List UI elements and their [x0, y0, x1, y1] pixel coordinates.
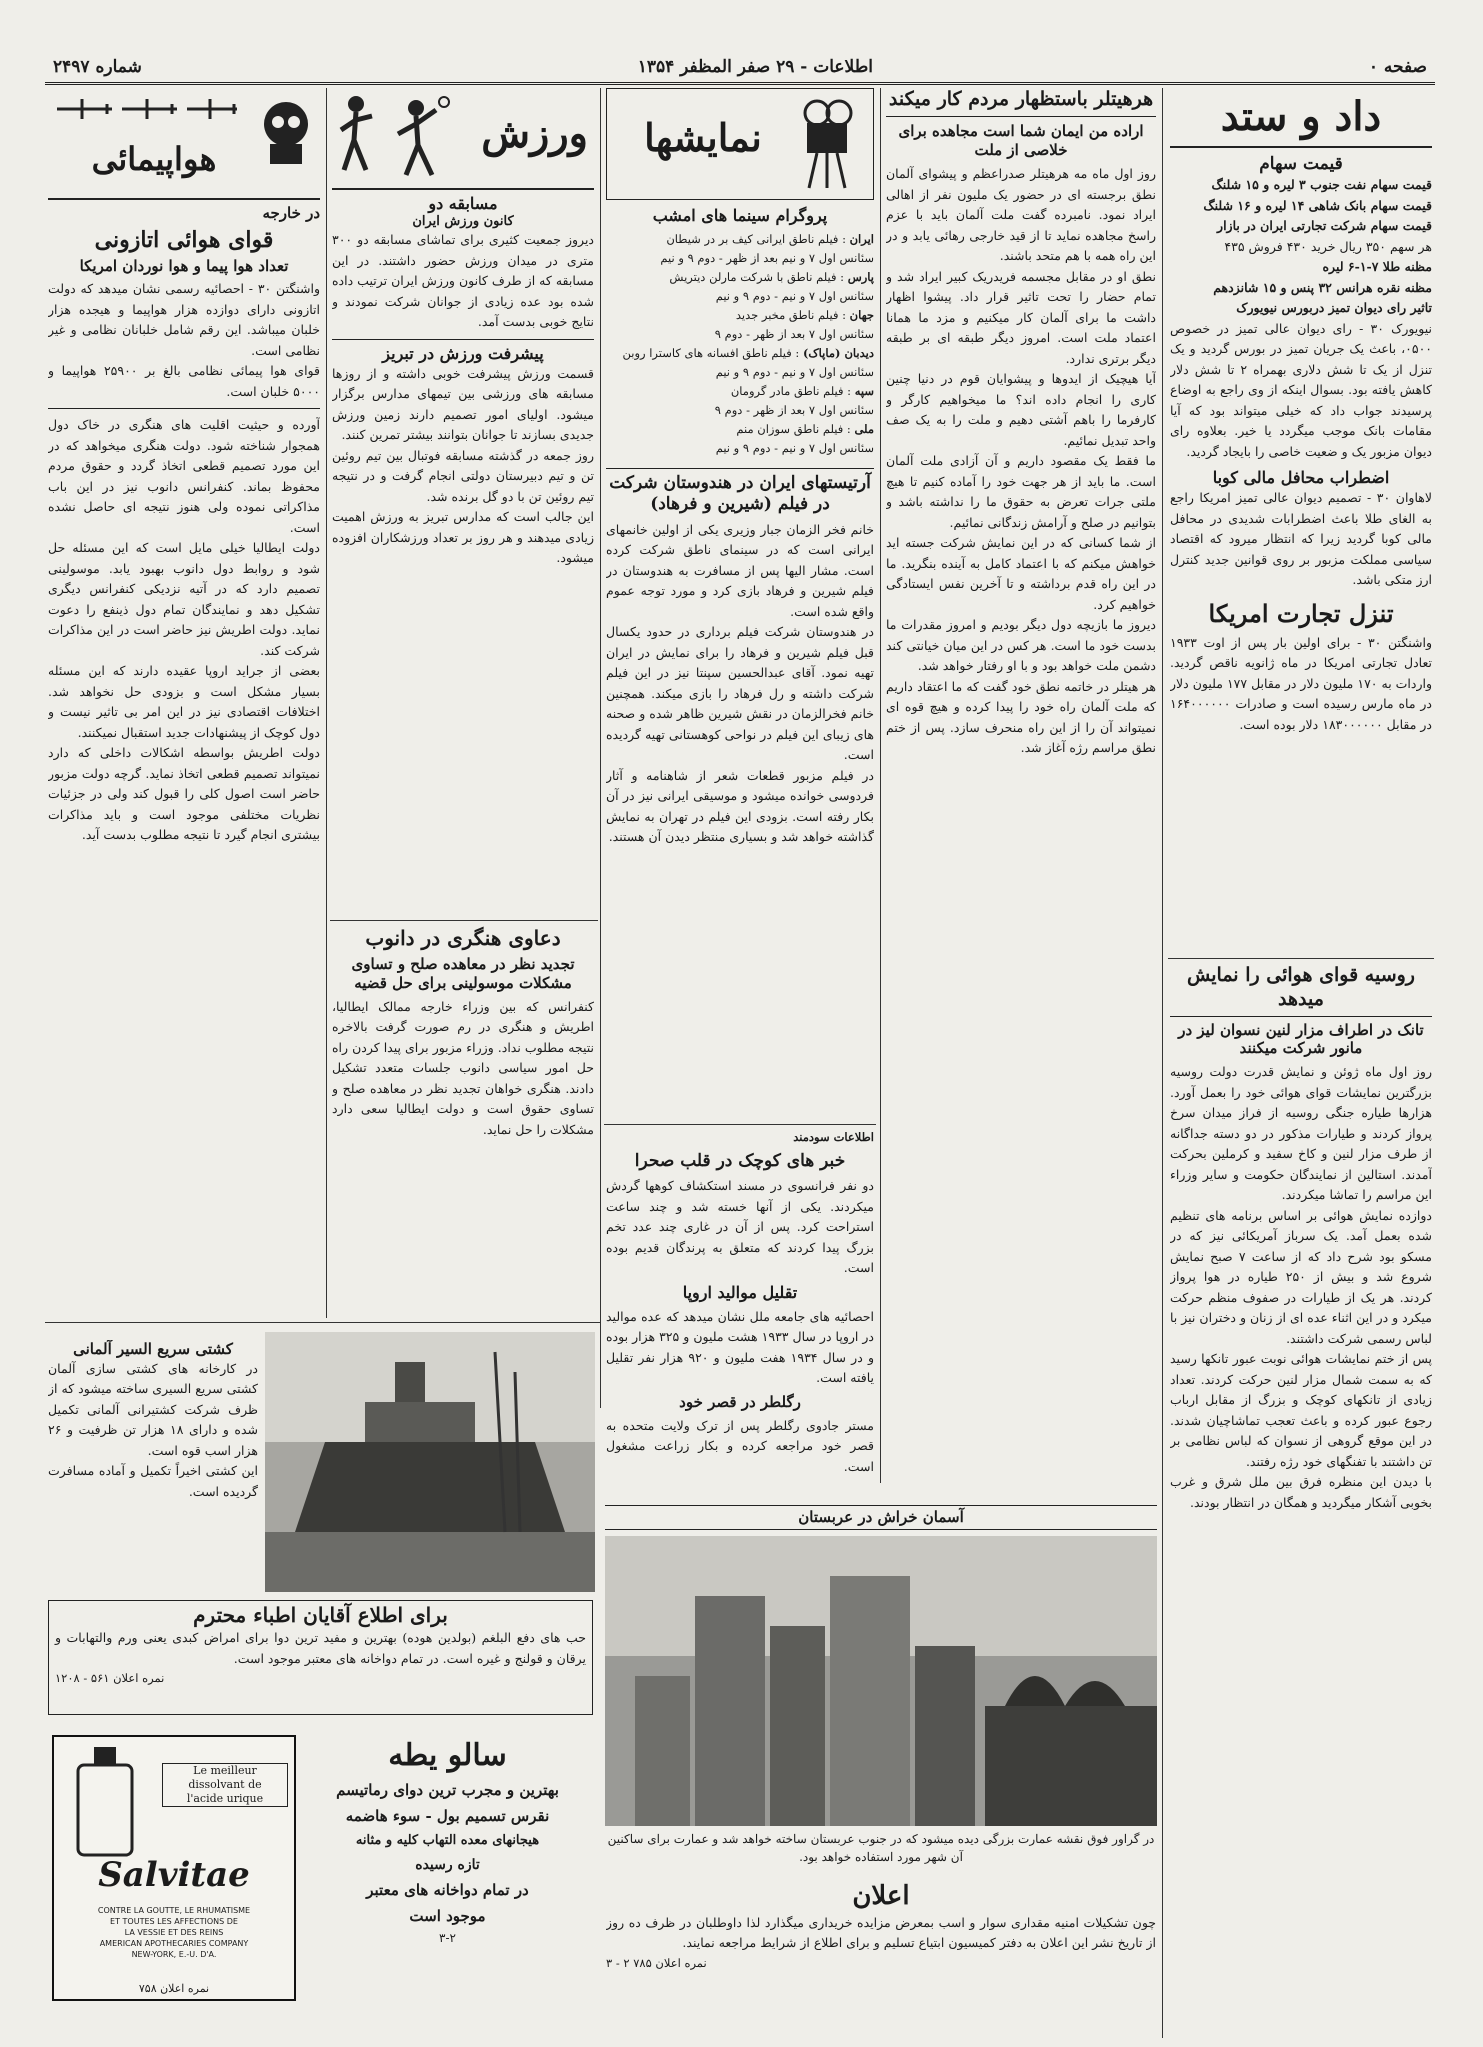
section-rule: [330, 920, 598, 921]
footer-line: LA VESSIE ET DES REINS: [124, 1928, 224, 1937]
russia-subtitle: تانک در اطراف مزار لنین نسوان لیز در مانور شرکت میکنند: [1178, 1020, 1424, 1058]
cinema-times: سئانس اول ۷ و نیم - دوم ۹ و نیم: [715, 289, 874, 303]
cinema-name: پارس: [847, 270, 874, 284]
ship-title: کشتی سریع السیر آلمانی: [73, 1340, 233, 1358]
cinema-column: [606, 88, 874, 1118]
us-trade-body: واشنگتن ۳۰ - برای اولین بار پس از اوت ۱۹۳۳ تعادل تجارتی امریکا در ماه ژانویه ناقص گردید. واردات به ۱۷۰ ملیون دلار در مقابل ۱۷۷ ملیون دلار در ماه مارس رسیده است و صادرات ۱۶۴۰۰۰۰۰۰ در مقابل ۱۸۳۰۰۰۰۰۰ دلار بوده است.: [1170, 634, 1432, 732]
athletes-icon: [336, 90, 456, 185]
nyse-heading: تاثیر رای دیوان تمیز دربورس نیویورک: [1236, 300, 1432, 316]
salvitae-fa-line: بهترین و مجرب ترین دوای رماتیسم: [336, 1781, 559, 1799]
silver-price: مظنه نقره هرانس ۳۲ پنس و ۱۵ شانزدهم: [1213, 279, 1432, 295]
trade-line: هر سهم ۳۵۰ ریال خرید ۴۳۰ فروش ۴۳۵: [1224, 238, 1432, 254]
tabriz-body: روز جمعه در گذشته مسابقه فوتبال بین تیم روئین تن و تیم دبیرستان دولتی انجام گرفت و در نتیجه تیم روئین تن با دو گل برنده شد.: [332, 447, 594, 504]
hitler-body: هر هیتلر در خاتمه نطق خود گفت که ما اعتقاد داریم که ملت آلمان راه خود را پیدا کرده و هیچ قوه ای نمیتواند آن را از این راه منحرف سازد. پس از ختم نطق مراسم رژه آغاز شد.: [886, 678, 1156, 756]
hitler-body: دیروز ما بازیچه دول دیگر بودیم و امروز مقدرات ما بدست خود ما است. هر کس در این میان خیانتی کند دشمن ملت خواهد بود و با او رفتار خواهد شد.: [886, 617, 1156, 674]
hitler-body: نطق او در مقابل مجسمه فریدریک کبیر ایراد شد و تمام حضار را تحت تاثیر قرار داد. پیشوا اظهار داشت ما برای آلمان کار میکنیم و مزد ما همانا اعتماد ملت است. امروز دیگر طبقه ای بر طبقه دیگر برتری ندارد.: [886, 268, 1156, 366]
cinema-article-body: در هندوستان شرکت فیلم برداری در حدود یکسال قبل فیلم شیرین و فرهاد را برای نمایش در ایران تهیه نمود. آقای عبدالحسین سپنتا نیز در این فیلم شرکت داشته و رل فرهاد را بازی میکند. همچنین خانم فخرالزمان در نقش شیرین ظاهر شده و صحنه های زیبای این فیلم در نواحی کوهستانی تهیه گردیده است.: [606, 624, 874, 762]
tabriz-body: این جالب است که مدارس تبریز به ورزش اهمیت زیادی میدهند و هر روز بر تعداد ورزشکاران افزوده میشود.: [332, 509, 594, 566]
salvitae-fa-number: ۳-۲: [439, 1931, 456, 1945]
trade-masthead: داد و ستد: [1170, 88, 1432, 148]
tagline-line: Le meilleur: [193, 1764, 257, 1777]
hitler-article: [886, 88, 1156, 1483]
hungary-continued: دولت اطریش بواسطه اشکالات داخلی که دارد نمیتواند تصمیم قطعی اتخاذ نماید. گرچه دولت مزبور حاضر است اصول کلی را قبول کند ولی در جزئیات نظریات مختلفی موجود است و باید مذاکرات بیشتری انجام گیرد تا نتیجه مطلوب بدست آید.: [48, 745, 320, 842]
salvitae-number: نمره اعلان ۷۵۸: [138, 1982, 210, 1995]
us-air-subtitle: تعداد هوا پیما و هوا نوردان امریکا: [79, 257, 289, 276]
russia-body: با دیدن این منظره فرق بین ملل شرق و غرب بخوبی آشکار میگردید و همگان در انتظار بودند.: [1170, 1474, 1432, 1510]
column-rule: [600, 88, 601, 1408]
cinema-banner: [606, 88, 874, 200]
salvitae-footer: [54, 1905, 294, 1960]
race-subheading: کانون ورزش ایران: [412, 214, 514, 229]
notice-body: چون تشکیلات امنیه مقداری سوار و اسب بمعرض مزایده خریداری میگذارد لذا داوطلبان در ظرف ده روز از تاریخ نشر این اعلان به دفتر کمیسیون ابتیاع تسلیم و برای اطلاع از شرایط مراجعه نمایند.: [606, 1914, 1156, 1950]
sport-masthead: ورزش: [481, 110, 588, 157]
salvitae-fa-line: موجود است: [409, 1907, 486, 1925]
cinema-article-body: خانم فخر الزمان جبار وزیری یکی از اولین خانمهای ایرانی است که در سینمای ناطق شرکت کرده است. مشار الیها پس از مسافرت به هندوستان در فیلم شیرین و فرهاد بازی کرد و مورد توجه عموم واقع شده است.: [606, 521, 874, 619]
column-rule: [326, 88, 327, 1318]
page-header: [45, 52, 1435, 85]
russia-body: روز اول ماه ژوئن و نمایش قدرت دولت روسیه بزرگترین نمایشات قوای هوائی خود را بعمل آورد. هزارها طیاره جنگی روسیه از فراز میدان سرخ پرواز کردند و طیارات مذکور در دو دسته جداگانه از طرف مزار لنین و کاخ سفید و کرملین بحرکت آمدند. استالین از نمایندگان حکومت و سایر وزراء این مراسم را تماشا میکردند.: [1170, 1064, 1432, 1202]
abroad-label: در خارجه: [262, 204, 320, 222]
skyscraper-caption: در گراور فوق نقشه عمارت بزرگی دیده میشود که در جنوب عربستان ساخته خواهد شد و عمارت برای ساکنین آن شهر مورد استفاده خواهد بود.: [607, 1831, 1155, 1864]
skyscraper-photo: [605, 1536, 1157, 1826]
us-air-line: قوای هوا پیمائی نظامی بالغ بر ۲۵۹۰۰ هواپیما و ۵۰۰۰ خلبان است.: [48, 363, 320, 399]
us-air-title: قوای هوائی اتازونی: [94, 226, 274, 253]
cuba-heading: اضطراب محافل مالی کوبا: [1212, 468, 1390, 488]
nyse-body: نیویورک ۳۰ - رای دیوان عالی تمیز در خصوص ۰۵۰۰، باعث یک جریان تمیز در بورس گردید و یک تنزل از یک تا شش دلاری بهمراه ۲ تا شش دلار کاهش یافته بود. بسوال اینکه از وی راجع به اوضاع پرسیدند جواب داد که خیلی میتواند بود که آیا مقامات بانک موجب میگردد یا خیر. بعلاوه رای دیوان مزبور یک و ضعیت خاصی را بایجاد گردید.: [1170, 320, 1432, 459]
skyscraper-feature: [605, 1505, 1157, 1870]
hungary-continued: آورده و حیثیت اقلیت های هنگری در خاک دول همجوار شناخته شود. دولت هنگری میخواهد که در این مورد تصمیم قطعی اتخاذ گردد و حقوق مردم محفوظ بماند. کنفرانس دانوب نیز در این باب مذاکراتی نموده ولی هنوز نتیجه ای حاصل نشده است.: [48, 417, 320, 535]
hitler-body: از شما کسانی که در این نمایش شرکت جسته اید خواهش میکنم که با اعتماد کامل به آینده بنگرید. ما در این راه قدم برداشته و تا آخرین نفس ایستادگی خواهیم کرد.: [886, 535, 1156, 612]
doctors-title: برای اطلاع آقایان اطباء محترم: [193, 1603, 448, 1627]
hitler-body: آیا هیچیک از ایدوها و پیشوایان قوم در دنیا چنین کاری را انجام داده اند؟ ما میخواهیم کارگر و کارفرما را باهم آشتی دهیم و ملت را به یک صف واحد تبدیل نمائیم.: [886, 371, 1156, 448]
section-rule: [48, 408, 320, 409]
sport-banner: [332, 88, 594, 190]
maker-line: AMERICAN APOTHECARIES COMPANY: [99, 1939, 249, 1948]
cuba-body: لاهاوان ۳۰ - تصمیم دیوان عالی تمیز امریکا راجع به الغای طلا باعث اضطرابات شدیدی در محافل مالی کوبا گردید زیرا که انتظار میرود که اقتصاد سیاسی مملکت مزبور بر روی قوانین جدید کنترل ارز متکی باشد.: [1170, 490, 1432, 588]
column-rule: [880, 88, 881, 1483]
salvitae-fa-title: سالو یطه: [388, 1738, 507, 1773]
russia-title: روسیه قوای هوائی را نمایش میدهد: [1170, 964, 1432, 1017]
salvitae-fa-line: تازه رسیده: [415, 1857, 480, 1873]
section-rule: [604, 1124, 876, 1125]
doctors-ad: [48, 1600, 593, 1715]
sahara-title: خبر های کوچک در قلب صحرا: [634, 1151, 846, 1171]
column-rule: [1162, 88, 1163, 2038]
cinema-article-body: در فیلم مزبور قطعات شعر از شاهنامه و آثار فردوسی خوانده میشود و موسیقی ایرانی نیز در آن بکار رفته است. بزودی این فیلم در تهران به نمایش گذاشته خواهد شد و بسیاری منتظر دیدن آن هستند.: [606, 767, 874, 844]
salvitae-ad: [52, 1735, 296, 2001]
salvitae-brand: Salvitae: [98, 1855, 250, 1895]
cinema-film: فیلم ناطق ایرانی کیف بر در شیطان: [666, 232, 839, 246]
russia-body: دوازده نمایش هوائی بر اساس برنامه های تنظیم شده بعمل آمد. یک سرباز آمریکائی نیز که در مسکو بود شرح داد که از ساعت ۷ صبح نمایش شروع شد و بیش از ۲۵۰ طیاره در هوا پرواز کردند. هر یک از طیارات در صفوف منظم حرکت میکرد و در این اثناء عده ای از زنان و دختران نیز با لباس رسمی شرکت داشتند.: [1170, 1207, 1432, 1346]
cinema-film: فیلم ناطق مخبر جدید: [735, 308, 839, 322]
hitler-subtitle: اراده من ایمان شما است مجاهده برای خلاصی از ملت: [898, 121, 1144, 159]
hitler-title: هرهیتلر باستظهار مردم کار میکند: [886, 88, 1156, 117]
cinema-listing: ایران : فیلم ناطق ایرانی کیف بر در شیطان سئانس اول ۷ و نیم بعد از ظهر - دوم ۹ و نیم پارس : فیلم ناطق با شرکت مارلن دیتریش سئانس اول ۷ و نیم - دوم ۹ و نیم جهان : فیلم ناطق مخبر جدید سئانس اول ۷ بعد از ظهر - دوم ۹ دیدبان (ماپاک) : فیلم ناطق افسانه های کاسترا روبن سئانس اول ۷ و نیم - دوم ۹ و نیم سپه : فیلم ناطق مادر گرومان سئانس اول ۷ بعد از ظهر - دوم ۹ ملی : فیلم ناطق سوزان منم سئانس اول ۷ و نیم - دوم ۹ و نیم: [606, 230, 874, 458]
hitler-body: روز اول ماه مه هرهیتلر صدراعظم و پیشوای آلمان نطق برجسته ای در حضور یک ملیون نفر از اهالی ایراد نمود. نامبرده گفت ملت آلمان باید با عزم راسخ مجاهده نماید تا از قید خارجی رهائی یابد و در این راه همه با هم متحد باشند.: [886, 166, 1156, 264]
salvitae-fa-line: نقرس تسمیم بول - سوء هاضمه: [345, 1807, 550, 1825]
salvitae-tagline: [162, 1763, 288, 1807]
hungary-subtitle: تجدید نظر در معاهده صلح و تساوی مشکلات موسولینی برای حل قضیه: [351, 955, 575, 992]
trade-line: قیمت سهام نفت جنوب ۳ لیره و ۱۵ شلنگ: [1211, 177, 1432, 193]
hungary-continued: دولت ایطالیا خیلی مایل است که این مسئله حل شود و روابط دول دانوب بهبود یابد. موسولینی تصمیم دارد که در آتیه نزدیکی کنفرانس دیگری تشکیل دهد و نمایندگان تمام دول ذینفع را دعوت نماید. دولت اطریش نیز حاضر است در این مذاکرات شرکت کند.: [48, 540, 320, 658]
cinema-times: سئانس اول ۷ و نیم - دوم ۹ و نیم: [715, 441, 874, 455]
cinema-name: سپه: [854, 384, 874, 398]
tagline-line: l'acide urique: [186, 1792, 264, 1805]
aviation-banner: [48, 88, 320, 200]
film-projector-icon: [797, 93, 869, 193]
aviation-masthead: هواپیمائی: [91, 140, 217, 178]
cinema-times: سئانس اول ۷ بعد از ظهر - دوم ۹: [714, 327, 874, 341]
cinema-times: سئانس اول ۷ بعد از ظهر - دوم ۹: [714, 403, 874, 417]
notice-ad: [606, 1880, 1156, 1990]
cinema-name: جهان: [849, 308, 874, 322]
salvitae-fa-ad: [300, 1735, 595, 1997]
race-heading: مسابقه دو: [428, 194, 498, 213]
trade-line: مظنه طلا ۷-۱-۶ لیره: [1322, 259, 1432, 275]
useful-info-label: اطلاعات سودمند: [793, 1130, 874, 1144]
doctors-body: حب های دفع البلغم (بولدین هوده) بهترین و مفید ترین دوا برای امراض کبدی یعنی ورم والتهابات و یرقان و قولنج و غیره است. در تمام دواخانه های معتبر موجود است.: [55, 1630, 586, 1666]
footer-line: ET TOUTES LES AFFECTIONS DE: [110, 1917, 238, 1926]
city-line: NEW-YORK, E.-U. D'A.: [131, 1950, 217, 1959]
notice-title: اعلان: [852, 1881, 910, 1911]
hitler-body: ما فقط یک مقصود داریم و آن آزادی ملت آلمان است. ما باید از هر جهت خود را آماده کنیم تا هیچ ملتی جرات تعرض به حقوق ما را نداشته باشد و بتوانیم در صلح و آرامش زندگانی نمائیم.: [886, 453, 1156, 530]
ship-body: در کارخانه های کشتی سازی آلمان کشتی سریع السیری ساخته میشود که از ظرف شرکت کشتیرانی آلمانی تکمیل شده و دارای ۱۸ هزار تن ظرفیت و ۲۶ هزار اسب قوه است.: [48, 1360, 258, 1458]
trade-column: [1170, 88, 1432, 948]
cinema-film: فیلم ناطق مادر گرومان: [730, 384, 844, 398]
russia-article: [1170, 964, 1432, 1994]
aviation-column: [48, 88, 320, 1318]
pilot-icon: [256, 96, 316, 166]
footer-line: CONTRE LA GOUTTE, LE RHUMATISME: [97, 1906, 251, 1915]
trade-line: قیمت سهام بانک شاهی ۱۴ لیره و ۱۶ شلنگ: [1203, 197, 1432, 213]
page-number: صفحه ۰: [1368, 57, 1427, 77]
cinema-film: فیلم ناطق با شرکت مارلن دیتریش: [669, 270, 837, 284]
cinema-times: سئانس اول ۷ و نیم - دوم ۹ و نیم: [715, 365, 874, 379]
cinema-masthead: نمایشها: [644, 115, 762, 160]
cinema-times: سئانس اول ۷ و نیم بعد از ظهر - دوم ۹ و نیم: [660, 251, 874, 265]
stock-prices-heading: قیمت سهام: [1259, 154, 1343, 174]
ship-photo: [265, 1332, 595, 1592]
hungary-title: دعاوی هنگری در دانوب: [365, 926, 561, 950]
births-title: تقلیل موالید اروپا: [682, 1282, 798, 1302]
hungary-continued: بعضی از جراید اروپا عقیده دارند که این مسئله بسیار مشکل است و بزودی حل نخواهد شد. اختلافات اقتصادی نیز در این امر بی تاثیر نیست و دول کوچک از پیشنهادات جدید استقبال نمیکنند.: [48, 663, 320, 740]
cinema-film: فیلم ناطق سوزان منم: [736, 422, 844, 436]
salvitae-fa-line: در تمام دواخانه های معتبر: [366, 1881, 529, 1899]
section-rule: [1168, 958, 1434, 959]
hungary-article: [332, 926, 594, 1321]
skyscraper-label: آسمان خراش در عربستان: [605, 1505, 1157, 1530]
cinema-article-title: آرتیستهای ایران در هندوستان شرکت در فیلم (شیرین و فرهاد): [606, 468, 874, 516]
sahara-body: دو نفر فرانسوی در مسند استکشاف کوهها گردش میکردند. یکی از آنها خسته شد و چند ساعت استراحت کرد. پس از آن در غاری چند عدد تخم بزرگ پیدا کردند که متعلق به پرندگان قدیم بوده است.: [606, 1178, 874, 1276]
cinema-name: دیدبان (ماپاک): [802, 346, 874, 360]
births-body: احصائیه های جامعه ملل نشان میدهد که عده موالید در اروپا در سال ۱۹۳۳ هشت ملیون و ۳۲۵ هزار بوده و در سال ۱۹۳۴ هفت ملیون و ۹۲۰ هزار نفر تقلیل یافته است.: [606, 1308, 874, 1386]
program-title: پروگرام سینما های امشب: [652, 206, 828, 225]
doctors-number: نمره اعلان ۵۶۱ - ۱۲۰۸: [55, 1671, 165, 1685]
trade-line: قیمت سهام شرکت تجارتی ایران در بازار: [1217, 218, 1432, 234]
tabriz-heading: پیشرفت ورزش در تبریز: [332, 339, 594, 364]
ship-body: این کشتی اخیراً تکمیل و آماده مسافرت گردیده است.: [48, 1463, 258, 1499]
ship-article: [48, 1340, 258, 1590]
airplanes-icon: [52, 94, 242, 124]
tabriz-body: قسمت ورزش پیشرفت خوبی داشته و از روزها مسابقه های ورزشی بین تیمهای مدارس برگزار میشود. اولیای امور تصمیم دارند زمین ورزش جدیدی بسازند تا جوانان بتوانند بیشتر تمرین کنند.: [332, 365, 594, 443]
ship-photo-wrap: [265, 1332, 595, 1592]
salvitae-fa-line: هیجانهای معده التهاب کلیه و مثانه: [355, 1833, 540, 1848]
tagline-line: dissolvant de: [188, 1778, 262, 1791]
hungary-body: کنفرانس که بین وزراء خارجه ممالک ایطالیا، اطریش و هنگری در رم صورت گرفت بالاخره نتیجه مطلوب نداد. وزراء مزبور برای پیدا کردن راه حل امور سیاسی دانوب جلسات متعدد تشکیل دادند. هنگری خواهان تجدید نظر در معاهده صلح و تساوی حقوق است و دولت ایطالیا سعی دارد مشکلات را حل نماید.: [332, 998, 594, 1137]
issue-number: شماره ۲۴۹۷: [53, 57, 142, 77]
russia-body: پس از ختم نمایشات هوائی نوبت عبور تانکها رسید که به سمت شمال مزار لنین حرکت کردند. تعداد زیادی از تانکهای کوچک و بزرگ از مقابل ارباب رجوع عبور کرده و باعث تعجب تماشاچیان شدند. در این موقع گروهی از نسوان که لباس نظامی بر تن داشتند با تفنگهای خود رژه رفتند.: [1170, 1351, 1432, 1469]
section-rule: [45, 1322, 600, 1323]
castle-body: مستر جادوی رگلطر پس از ترک ولایت متحده به قصر خود مراجعه کرده و بکار زراعت مشغول است.: [606, 1417, 874, 1474]
bottle-icon: [66, 1747, 146, 1857]
race-body: دیروز جمعیت کثیری برای تماشای مسابقه دو ۳۰۰ متری در میدان ورزش حضور داشتند. در این مسابقه که از طرف کانون ورزش ایران ترتیب داده شده بود عده زیادی از جوانان شرکت نمودند و نتایج خوبی بدست آمد.: [332, 232, 594, 330]
header-date: اطلاعات - ۲۹ صفر المظفر ۱۳۵۴: [637, 57, 873, 77]
sahara-article: [606, 1128, 874, 1500]
cinema-name: ملی: [854, 422, 874, 436]
us-air-body: واشنگتن ۳۰ - احصائیه رسمی نشان میدهد که دولت اتازونی دارای دوازده هزار هواپیما و هیجده هزار خلبان میباشد. این رقم شامل خلبانان نظامی و غیر نظامی است.: [48, 281, 320, 358]
sport-column: [332, 88, 594, 913]
cinema-film: فیلم ناطق افسانه های کاسترا روبن: [622, 346, 792, 360]
cinema-name: ایران: [849, 232, 874, 246]
notice-number: نمره اعلان ۷۸۵ ۲ - ۳: [606, 1955, 707, 1970]
us-trade-heading: تنزل تجارت امریکا: [1208, 598, 1394, 628]
castle-title: رگلطر در قصر خود: [679, 1392, 801, 1411]
